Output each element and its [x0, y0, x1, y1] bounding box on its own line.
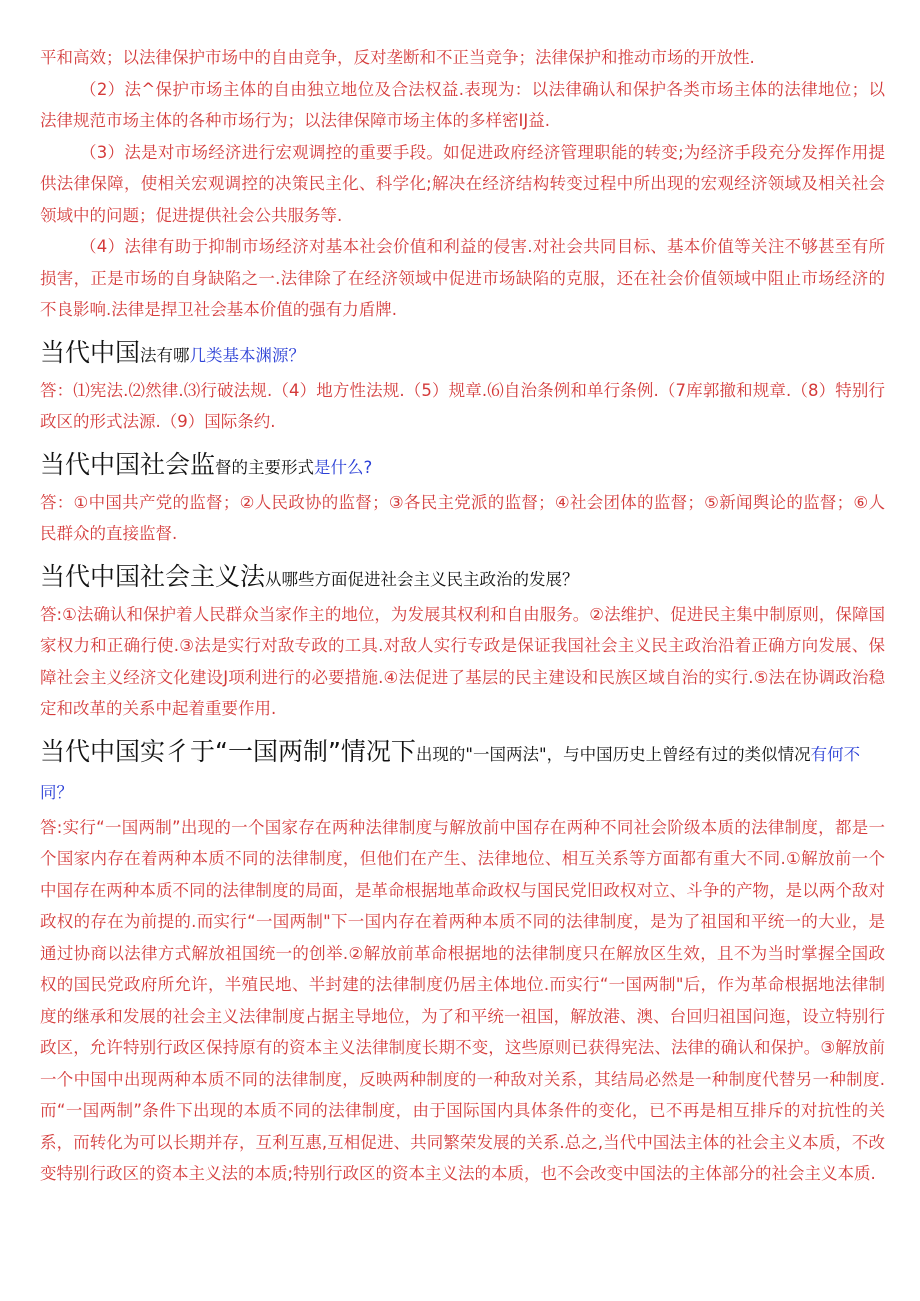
question-3-small: 从哪些方面促进社会主义民主政治的发展？	[265, 569, 579, 589]
question-heading-1	[40, 334, 885, 375]
answer-4: 答:实行“一国两制”出现的一个国家存在两种法律制度与解放前中国存在两种不同社会阶级本质的法律制度，都是一个国家内存在着两种本质不同的法律制度，但他们在产生、法律地位、相互关系等方面都有重大不同.①解放前一个中国存在两种本质不同的法律制度的局面，是革命根据地革命政权与国民党旧政权对立、斗争的产物，是以两个敌对政权的存在为前提的.而实行“一国两制"下一国内存在着两种本质不同的法律制度，是为了祖国和平统一的大业，是通过协商以法律方式解放祖国统一的创举.②解放前革命根据地的法律制度只在解放区生效，且不为当时掌握全国政权的国民党政府所允许，半殖民地、半封建的法律制度仍居主体地位.而实行“一国两制"后，作为革命根据地法律制度的继承和发展的社会主义法律制度占据主导地位，为了和平统一祖国，解放港、澳、台回归祖国问迤，设立特别行政区，允许特别行政区保持原有的资本主义法律制度长期不变，这些原则已获得宪法、法律的确认和保护。③解放前一个中国中出现两种本质不同的法律制度，反映两种制度的一种敌对关系，其结局必然是一种制度代替另一种制度.而“一国两制”条件下出现的本质不同的法律制度，由于国际国内具体条件的变化，已不再是相互排斥的对抗性的关系，而转化为可以长期并存，互利互惠,互相促进、共同繁荣发展的关系.总之,当代中国法主体的社会主义本质，不改变特别行政区的资本主义法的本质;特别行政区的资本主义法的本质，也不会改变中国法的主体部分的社会主义本质.	[40, 817, 885, 1183]
question-1-blue: 几类基本渊源？	[189, 345, 306, 365]
question-heading-2	[40, 446, 885, 487]
paragraph-point-4: （4）法律有助于抑制市场经济对基本社会价值和利益的侵害.对社会共同目标、基本价值等关注不够甚至有所损害，正是市场的自身缺陷之一.法律除了在经济领域中促进市场缺陷的克服，还在社会价值领域中阻止市场经济的不良影响.法律是捍卫社会基本价值的强有力盾牌.	[40, 237, 885, 319]
question-4-blue: 有何不同？	[40, 744, 861, 802]
question-4-big: 当代中国实彳于“一国两制”情况下	[40, 736, 416, 766]
question-2-blue: 是什么?	[314, 457, 373, 477]
question-1-big: 当代中国	[40, 337, 141, 367]
paragraph-intro: 平和高效；以法律保护市场中的自由竞争，反对垄断和不正当竞争；法律保护和推动市场的开放性.	[40, 48, 755, 67]
question-2-big: 当代中国社会监	[40, 449, 216, 479]
question-1-small: 法有哪	[140, 345, 190, 365]
answer-2: 答：①中国共产党的监督；②人民政协的监督；③各民主党派的监督；④社会团体的监督；⑤新闻舆论的监督；⑥人民群众的直接监督.	[40, 492, 885, 543]
answer-3: 答:①法确认和保护着人民群众当家作主的地位，为发展其权利和自由服务。②法维护、促进民主集中制原则，保障国家权力和正确行使.③法是实行对敌专政的工具.对敌人实行专政是保证我国社会主义民主政治沿着正确方向发展、保障社会主义经济文化建设J项利进行的必要措施.④法促进了基层的民主建设和民族区域自治的实行.⑤法在协调政治稳定和改革的关系中起着重要作用.	[40, 604, 885, 718]
answer-1: 答：⑴宪法.⑵然律.⑶行破法规.（4）地方性法规.（5）规章.⑹自治条例和单行条例.（7库郭撤和规章.（8）特别行政区的形式法源.（9）国际条约.	[40, 380, 885, 431]
question-heading-4	[40, 733, 885, 812]
paragraph-point-2: （2）法^保护市场主体的自由独立地位及合法权益.表现为：以法律确认和保护各类市场主体的法律地位；以法律规范市场主体的各种市场行为；以法律保障市场主体的多样密IJ益.	[40, 79, 885, 130]
document-page	[40, 42, 885, 1190]
paragraph-point-3: （3）法是对市场经济进行宏观调控的重要手段。如促进政府经济管理职能的转变;为经济手段充分发挥作用提供法律保障，使相关宏观调控的决策民主化、科学化;解决在经济结构转变过程中所出现的宏观经济领域及相关社会领域中的问题；促进提供社会公共服务等.	[40, 142, 885, 225]
question-3-big: 当代中国社会主义法	[40, 561, 266, 591]
question-4-small: 出现的"一国两法"，与中国历史上曾经有过的类似情况	[415, 744, 811, 764]
question-heading-3	[40, 558, 885, 599]
question-2-small: 督的主要形式	[215, 457, 315, 477]
